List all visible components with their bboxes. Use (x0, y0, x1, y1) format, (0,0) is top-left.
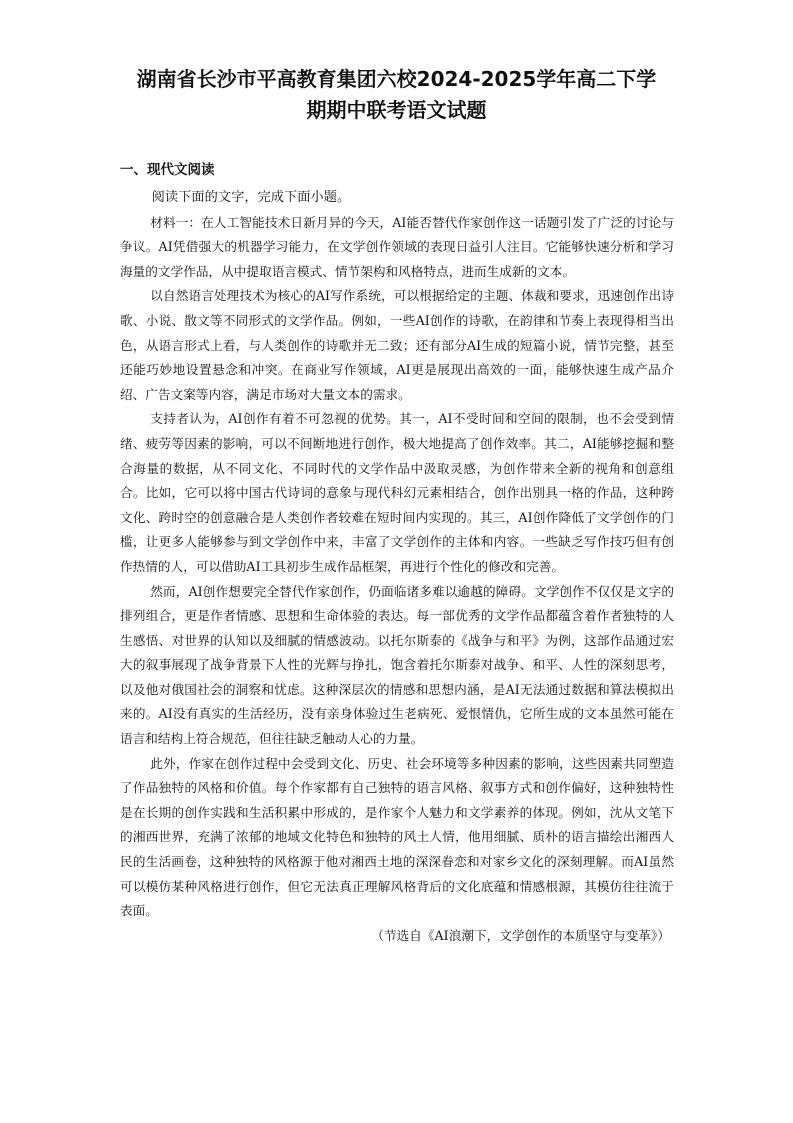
paragraph-2: 以自然语言处理技术为核心的AI写作系统，可以根据给定的主题、体裁和要求，迅速创作出诗歌、小说、散文等不同形式的文学作品。例如，一些AI创作的诗歌，在韵律和节奏上表现得相当出色，从语言形式上看，与人类创作的诗歌并无二致；还有部分AI生成的短篇小说，情节完整，甚至还能巧妙地设置悬念和冲突。在商业写作领域，AI更是展现出高效的一面，能够快速生成产品介绍、广告文案等内容，满足市场对大量文本的需求。 (120, 288, 674, 402)
paragraph-1: 材料一：在人工智能技术日新月异的今天，AI能否替代作家创作这一话题引发了广泛的讨论与争议。AI凭借强大的机器学习能力，在文学创作领域的表现日益引人注目。它能够快速分析和学习海量的文学作品，从中提取语言模式、情节架构和风格特点，进而生成新的文本。 (120, 214, 674, 279)
reading-instruction: 阅读下面的文字，完成下面小题。 (151, 190, 351, 205)
section-heading: 一、现代文阅读 (120, 162, 215, 178)
reading-passage (120, 186, 674, 948)
paragraph-3: 支持者认为，AI创作有着不可忽视的优势。其一，AI不受时间和空间的限制，也不会受到情绪、疲劳等因素的影响，可以不间断地进行创作，极大地提高了创作效率。其二，AI能够挖掘和整合海量的数据，从不同文化、不同时代的文学作品中汲取灵感，为创作带来全新的视角和创意组合。比如，它可以将中国古代诗词的意象与现代科幻元素相结合，创作出别具一格的作品，这种跨文化、跨时空的创意融合是人类创作者较难在短时间内实现的。其三，AI创作降低了文学创作的门槛，让更多人能够参与到文学创作中来，丰富了文学创作的主体和内容。一些缺乏写作技巧但有创作热情的人，可以借助AI工具初步生成作品框架，再进行个性化的修改和完善。 (120, 411, 674, 574)
paragraph-4: 然而，AI创作想要完全替代作家创作，仍面临诸多难以逾越的障碍。文学创作不仅仅是文字的排列组合，更是作者情感、思想和生命体验的表达。每一部优秀的文学作品都蕴含着作者独特的人生感悟、对世界的认知以及细腻的情感波动。以托尔斯泰的《战争与和平》为例，这部作品通过宏大的叙事展现了战争背景下人性的光辉与挣扎，饱含着托尔斯泰对战争、和平、人性的深刻思考，以及他对俄国社会的洞察和忧虑。这种深层次的情感和思想内涵，是AI无法通过数据和算法模拟出来的。AI没有真实的生活经历，没有亲身体验过生老病死、爱恨情仇，它所生成的文本虽然可能在语言和结构上符合规范，但往往缺乏触动人心的力量。 (120, 583, 674, 747)
title-line-1: 湖南省长沙市平高教育集团六校2024-2025学年高二下学 (136, 67, 657, 91)
title-line-2: 期期中联考语文试题 (306, 98, 487, 122)
document-title (100, 64, 693, 126)
source-citation: （节选自《AI浪潮下，文学创作的本质坚守与变革》） (371, 927, 670, 943)
paragraph-5: 此外，作家在创作过程中会受到文化、历史、社会环境等多种因素的影响，这些因素共同塑造了作品独特的风格和价值。每个作家都有自己独特的语言风格、叙事方式和创作偏好，这种独特性是在长期的创作实践和生活积累中形成的，是作家个人魅力和文学素养的体现。例如，沈从文笔下的湘西世界，充满了浓郁的地域文化特色和独特的风土人情，他用细腻、质朴的语言描绘出湘西人民的生活画卷，这种独特的风格源于他对湘西土地的深深眷恋和对家乡文化的深刻理解。而AI虽然可以模仿某种风格进行创作，但它无法真正理解风格背后的文化底蕴和情感根源，其模仿往往流于表面。 (120, 755, 674, 919)
